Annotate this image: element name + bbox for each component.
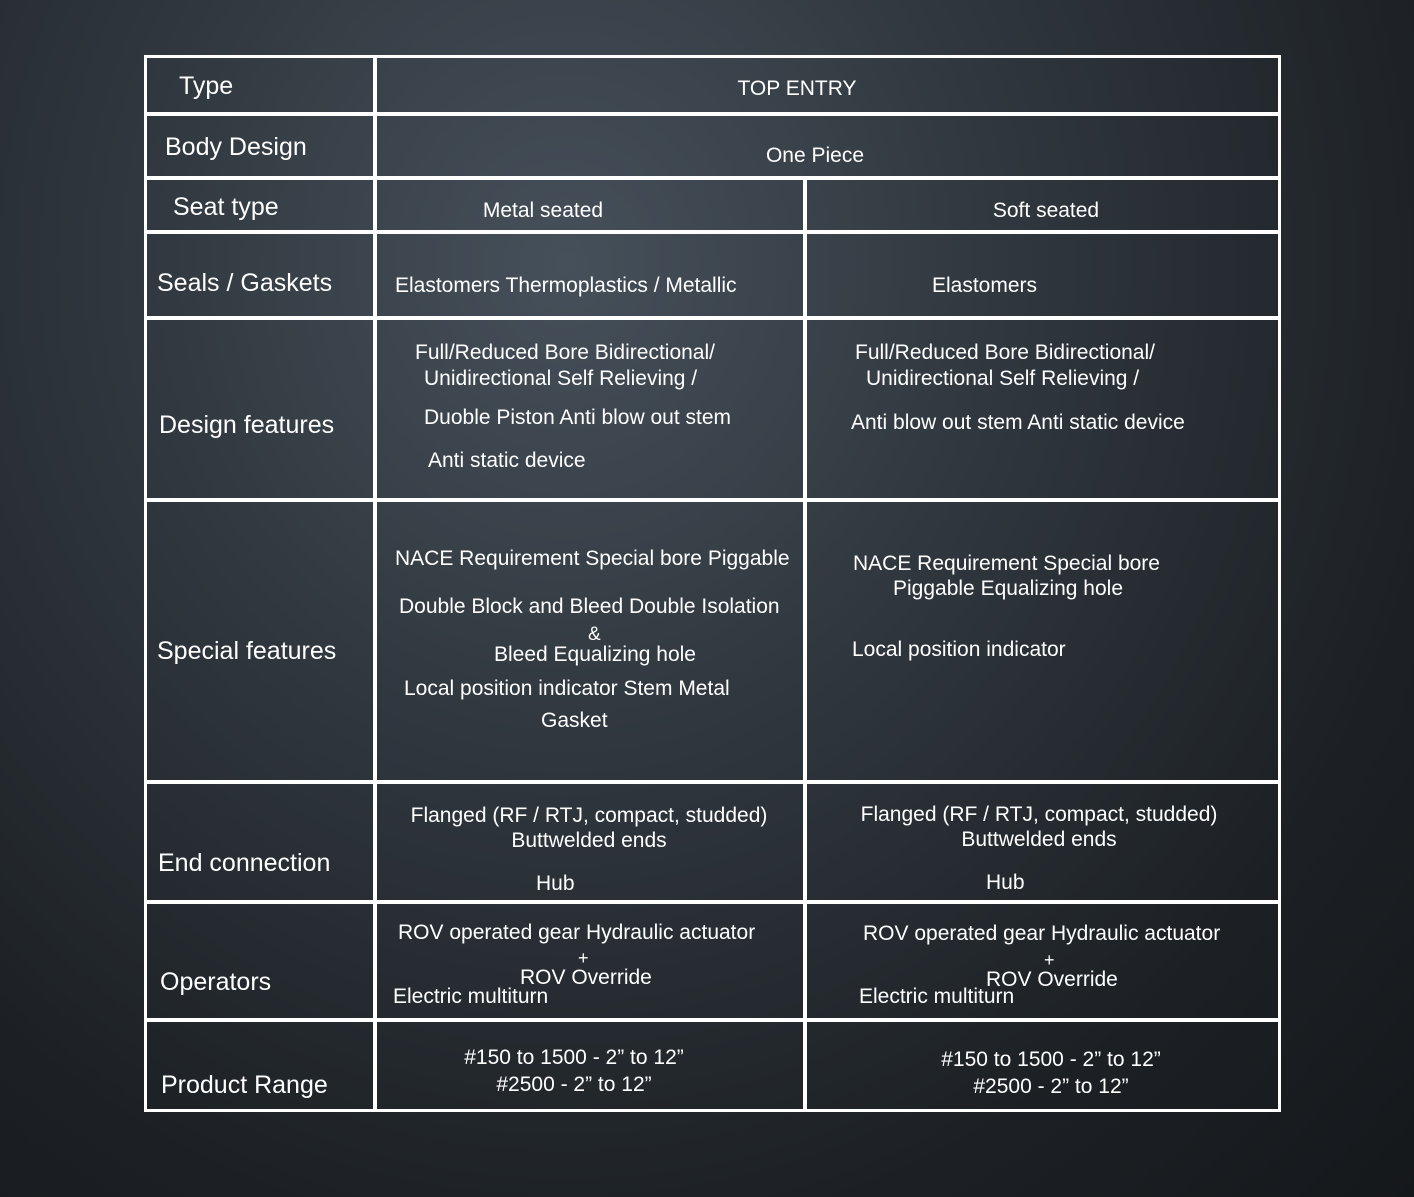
row-divider bbox=[147, 498, 1278, 502]
operators-soft-line: ROV operated gear Hydraulic actuator bbox=[863, 922, 1221, 945]
range-metal-line: #150 to 1500 - 2” to 12” bbox=[464, 1046, 684, 1069]
body-design-label: Body Design bbox=[165, 133, 307, 161]
end-connection-label: End connection bbox=[158, 849, 331, 877]
design-metal-line: Anti static device bbox=[428, 449, 586, 472]
row-divider bbox=[147, 230, 1278, 234]
operators-metal-line: + bbox=[578, 948, 589, 968]
row-divider bbox=[147, 316, 1278, 320]
design-metal-line: Full/Reduced Bore Bidirectional/ bbox=[415, 341, 715, 364]
operators-soft-line: ROV Override bbox=[986, 968, 1118, 991]
special-metal-line: Double Block and Bleed Double Isolation bbox=[399, 595, 780, 618]
special-metal-line: & bbox=[588, 624, 601, 645]
product-range-label: Product Range bbox=[161, 1071, 328, 1099]
seals-metal-value: Elastomers Thermoplastics / Metallic bbox=[395, 274, 737, 297]
seat-column-divider bbox=[803, 176, 807, 1109]
end-soft-line: Buttwelded ends bbox=[961, 828, 1117, 851]
design-soft-line: Unidirectional Self Relieving / bbox=[866, 367, 1140, 390]
body-design-value: One Piece bbox=[765, 144, 865, 167]
row-divider bbox=[147, 176, 1278, 180]
range-soft-line: #2500 - 2” to 12” bbox=[973, 1075, 1129, 1098]
seat-metal-header: Metal seated bbox=[482, 199, 604, 222]
special-metal-line: Local position indicator Stem Metal bbox=[404, 677, 730, 700]
valve-spec-table bbox=[144, 55, 1281, 1112]
label-column-divider bbox=[373, 58, 377, 1109]
special-soft-line: Piggable Equalizing hole bbox=[893, 577, 1124, 600]
special-metal-line: Gasket bbox=[541, 709, 608, 732]
operators-metal-line: ROV Override bbox=[520, 966, 652, 989]
special-features-label: Special features bbox=[157, 637, 337, 665]
end-metal-line: Flanged (RF / RTJ, compact, studded) bbox=[410, 804, 768, 827]
special-soft-line: NACE Requirement Special bore bbox=[853, 552, 1160, 575]
row-divider bbox=[147, 1018, 1278, 1022]
seals-label: Seals / Gaskets bbox=[157, 269, 333, 297]
special-soft-line: Local position indicator bbox=[852, 638, 1066, 661]
design-soft-line: Anti blow out stem Anti static device bbox=[851, 411, 1185, 434]
design-features-label: Design features bbox=[159, 411, 335, 439]
range-soft-line: #150 to 1500 - 2” to 12” bbox=[941, 1048, 1161, 1071]
end-metal-line: Buttwelded ends bbox=[511, 829, 667, 852]
design-soft-line: Full/Reduced Bore Bidirectional/ bbox=[855, 341, 1155, 364]
seat-soft-header: Soft seated bbox=[992, 199, 1100, 222]
type-label: Type bbox=[179, 72, 234, 100]
operators-soft-line: Electric multiturn bbox=[859, 985, 1015, 1008]
end-soft-line: Flanged (RF / RTJ, compact, studded) bbox=[860, 803, 1218, 826]
type-value: TOP ENTRY bbox=[737, 77, 857, 100]
seals-soft-value: Elastomers bbox=[932, 274, 1038, 297]
row-divider bbox=[147, 900, 1278, 904]
range-metal-line: #2500 - 2” to 12” bbox=[496, 1073, 652, 1096]
end-metal-line: Hub bbox=[536, 872, 575, 895]
seat-type-label: Seat type bbox=[173, 193, 279, 221]
row-divider bbox=[147, 112, 1278, 116]
operators-soft-line: + bbox=[1044, 950, 1055, 970]
operators-label: Operators bbox=[160, 968, 272, 996]
special-metal-line: Bleed Equalizing hole bbox=[494, 643, 696, 666]
end-soft-line: Hub bbox=[986, 871, 1025, 894]
row-divider bbox=[147, 780, 1278, 784]
special-metal-line: NACE Requirement Special bore Piggable bbox=[395, 547, 790, 570]
operators-metal-line: Electric multiturn bbox=[393, 985, 549, 1008]
design-metal-line: Duoble Piston Anti blow out stem bbox=[424, 406, 732, 429]
design-metal-line: Unidirectional Self Relieving / bbox=[424, 367, 698, 390]
operators-metal-line: ROV operated gear Hydraulic actuator bbox=[398, 921, 756, 944]
